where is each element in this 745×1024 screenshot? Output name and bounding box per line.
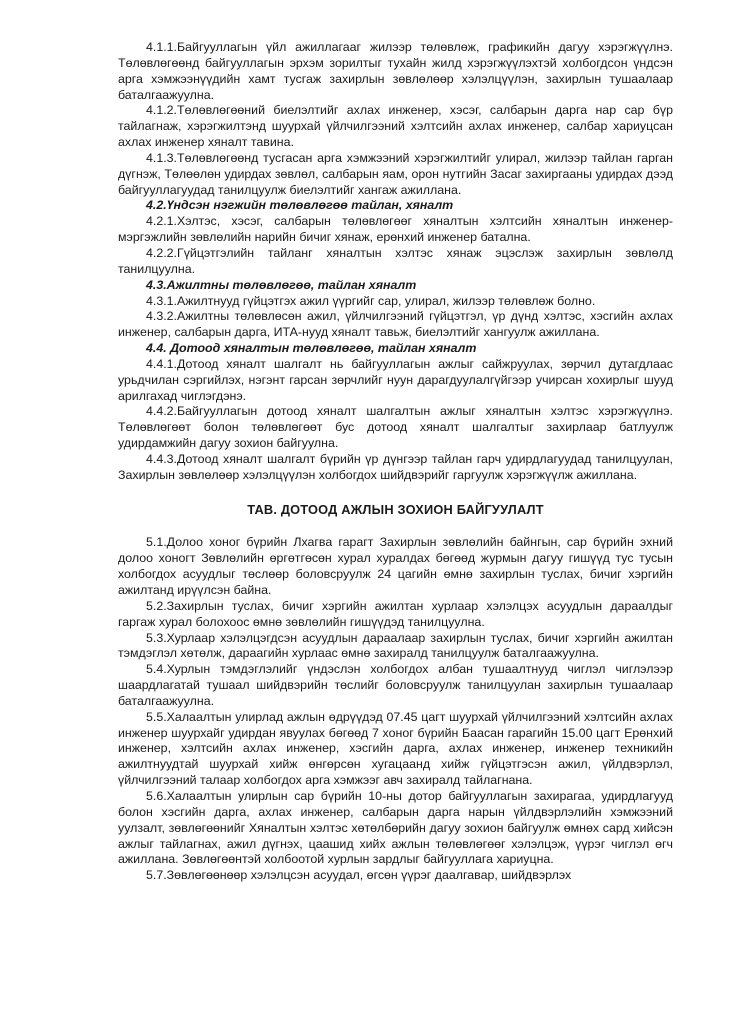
heading-4-2: 4.2.Үндсэн нэгжийн төлөвлөгөө тайлан, хяналт [146, 198, 454, 213]
paragraph-4-3-2: 4.3.2.Ажилтны төлөвлөсөн ажил, үйлчилгээний гүйцэтгэл, үр дүнд хэлтэс, хэсгийн ахлах инженер, салбарын дарга, ИТА-нууд хяналт тавьж, биелэлтийг хангуулж ажиллана. [118, 309, 673, 340]
paragraph-4-1-3: 4.1.3.Төлөвлөгөөнд тусгасан арга хэмжээний хэрэгжилтийг улирал, жилээр тайлан гарган дүгнэж, Төлөөлөн удирдах зөвлөл, салбарын яам, орон нутгийн Засаг захиргааны удирдах дээд байгууллагуудад танилцуулж биелэлтийг хангаж ажиллана. [118, 150, 673, 197]
heading-4-4: 4.4. Дотоод хяналтын төлөвлөгөө, тайлан хяналт [146, 341, 477, 356]
paragraph-4-3-1: 4.3.1.Ажилтнууд гүйцэтгэх ажил үүргийг сар, улирал, жилээр төлөвлөж болно. [146, 293, 596, 308]
paragraph-4-2-1: 4.2.1.Хэлтэс, хэсэг, салбарын төлөвлөгөөг хяналтын хэлтсийн хяналтын инженер-мэргэжлийн зөвлөлийн нарийн бичиг хянаж, ерөнхий инженер батална. [118, 214, 673, 245]
paragraph-5-5: 5.5.Халаалтын улирлад ажлын өдрүүдэд 07.45 цагт шуурхай үйлчилгээний хэлтсийн ахлах инженер шуурхайг удирдан явуулах бөгөөд 7 хоног бүрийн Баасан гарагийн 15.00 цагт Ерөнхий инженер, хэлтсийн ахлах инженер, хэсгийн дарга, ахлах инженер, инженер техникийн ажилтнуудтай шуурхай хийж өнгөрсөн хугацаанд хийж гүйцэтгэсэн ажил, үйлдвэрлэл, үйлчилгээний талаар холбогдох арга хэмжээг авч захиралд тайлагнана. [118, 709, 673, 788]
paragraph-5-6: 5.6.Халаалтын улирлын сар бүрийн 10-ны дотор байгууллагын захирагаа, удирдлагууд болон хэсгийн дарга, ахлах инженер, салбарын дарга нарын үйлдвэрлэлийн хэмжээний уулзалт, зөвлөгөөнийг Хяналтын хэлтэс хөтөлбөрийн дагуу зохион байгуулж өмнөх сард хийсэн ажлыг тайлагнах, ажил дүгнэх, цаашид хийх ажлын төлөвлөгөөг хэлэлцэж, үүрэг чиглэл өгч ажиллана. Зөвлөгөөнтэй холбоотой хурлын зардлыг байгууллага хариуцна. [118, 788, 673, 867]
paragraph-5-3: 5.3.Хурлаар хэлэлцэгдсэн асуудлын дараалаар захирлын туслах, бичиг хэргийн ажилтан тэмдэглэл хөтөлж, дараагийн хурлаас өмнө захиралд танилцуулж баталгаажуулна. [118, 630, 673, 661]
paragraph-4-2-2: 4.2.2.Гүйцэтгэлийн тайланг хяналтын хэлтэс хянаж эцэслэж захирлын зөвлөлд танилцуулна. [118, 245, 673, 276]
heading-4-3: 4.3.Ажилтны төлөвлөгөө, тайлан хяналт [146, 277, 417, 292]
paragraph-5-4: 5.4.Хурлын тэмдэглэлийг үндэслэн холбогдох албан тушаалтнууд чиглэл чиглэлээр шаардлагатай тушаал шийдвэрийн төслийг боловсруулж танилцуулан захирлын тушаалаар баталгаажуулна. [118, 662, 673, 708]
paragraph-4-4-1: 4.4.1.Дотоод хяналт шалгалт нь байгууллагын ажлыг сайжруулах, зөрчил дутагдлаас урьдчилан сэргийлэх, нэгэнт гарсан зөрчлийг нуун дарагдуулалгүйгээр учирсан хохирлыг шууд арилгахад чиглэгдэнэ. [118, 356, 673, 403]
document-page [118, 40, 673, 884]
paragraph-4-4-3: 4.4.3.Дотоод хяналт шалгалт бүрийн үр дүнгээр тайлан гарч удирдлагуудад танилцуулан, Захирлын зөвлөлөөр хэлэлцүүлэн холбогдох шийдвэрийг гаргуулж хэрэгжүүлж ажиллана. [118, 451, 673, 482]
paragraph-4-1-2: 4.1.2.Төлөвлөгөөний биелэлтийг ахлах инженер, хэсэг, салбарын дарга нар сар бүр тайлагнаж, хэрэгжилтэнд шуурхай үйлчилгээний хэлтсийн ахлах инженер, салбар хариуцсан ахлах инженер хяналт тавина. [118, 103, 673, 150]
paragraph-5-1: 5.1.Долоо хоног бүрийн Лхагва гарагт Захирлын зөвлөлийн байнгын, сар бүрийн эхний долоо хоногт Зөвлөлийн өргөтгөсөн хурал хуралдах бөгөөд журмын дагуу гишүүд тус тусын холбогдох асуудлыг төслөөр боловсруулж 24 цагийн өмнө захирлын туслах, бичиг хэргийн ажилтанд ирүүлсэн байна. [118, 535, 673, 597]
paragraph-5-2: 5.2.Захирлын туслах, бичиг хэргийн ажилтан хурлаар хэлэлцэх асуудлын дараалдыг гаргаж хурал болохоос өмнө зөвлөлийн гишүүдэд танилцуулна. [118, 598, 673, 629]
paragraph-4-1-1: 4.1.1.Байгууллагын үйл ажиллагааг жилээр төлөвлөж, графикийн дагуу хэрэгжүүлнэ. Төлөвлөгөөнд байгууллагын эрхэм зорилтыг тухайн жилд хэрэгжүүлэхтэй холбогдсон үндсэн арга хэмжээнүүдийн хамт тусгаж захирлын зөвлөлөөр хэлэлцүүлэн, захирлын тушаалаар баталгаажуулна. [118, 40, 673, 102]
paragraph-5-7: 5.7.Зөвлөгөөнөөр хэлэлцсэн асуудал, өгсөн үүрэг даалгавар, шийдвэрлэх [146, 868, 572, 883]
chapter-5-title: ТАВ. ДОТООД АЖЛЫН ЗОХИОН БАЙГУУЛАЛТ [247, 501, 544, 517]
paragraph-4-4-2: 4.4.2.Байгууллагын дотоод хяналт шалгалтын ажлыг хяналтын хэлтэс хэрэгжүүлнэ. Төлөвлөгөөт болон төлөвлөгөөт бус дотоод хяналт шалгалтыг захирлаар батлуулж удирдамжийн дагуу зохион байгуулна. [118, 404, 673, 451]
